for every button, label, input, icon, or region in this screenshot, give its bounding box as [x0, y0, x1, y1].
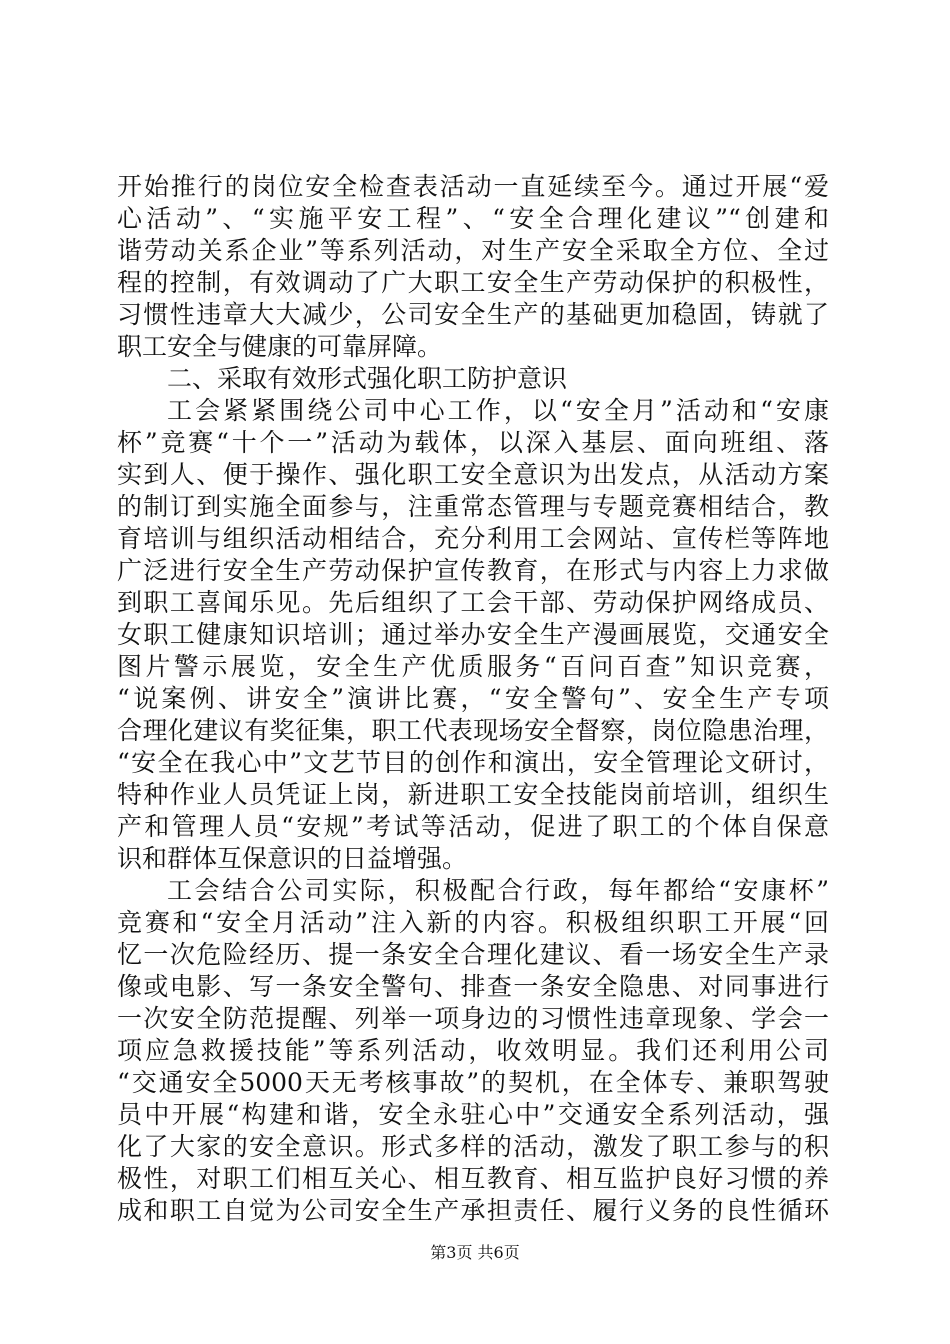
body-line: 成和职工自觉为公司安全生产承担责任、履行义务的良性循环	[117, 1196, 829, 1225]
body-line: 工会紧紧围绕公司中心工作，以“安全月”活动和“安康	[167, 396, 829, 425]
body-line: 员中开展“构建和谐，安全永驻心中”交通安全系列活动，强	[117, 1100, 829, 1129]
body-line: “说案例、讲安全”演讲比赛，“安全警句”、安全生产专项	[117, 684, 829, 713]
body-line: 育培训与组织活动相结合，充分利用工会网站、宣传栏等阵地	[117, 524, 829, 553]
body-text	[117, 171, 829, 1227]
body-line: 识和群体互保意识的日益增强。	[117, 844, 468, 873]
body-line: “交通安全5000天无考核事故”的契机，在全体专、兼职驾驶	[117, 1068, 829, 1097]
body-line: 竞赛和“安全月活动”注入新的内容。积极组织职工开展“回	[117, 908, 829, 937]
body-line: 特种作业人员凭证上岗，新进职工安全技能岗前培训，组织生	[117, 780, 829, 809]
page-footer: 第3页 共6页	[430, 1243, 520, 1262]
body-line: 产和管理人员“安规”考试等活动，促进了职工的个体自保意	[117, 812, 829, 841]
body-line: 心活动”、“实施平安工程”、“安全合理化建议”“创建和	[117, 204, 829, 233]
body-line: 工会结合公司实际，积极配合行政，每年都给“安康杯”	[167, 876, 829, 905]
body-line: 合理化建议有奖征集，职工代表现场安全督察，岗位隐患治理，	[117, 716, 829, 745]
body-line: 职工安全与健康的可靠屏障。	[117, 332, 443, 361]
body-line: 二、采取有效形式强化职工防护意识	[167, 364, 568, 393]
body-line: 实到人、便于操作、强化职工安全意识为出发点，从活动方案	[117, 460, 829, 489]
body-line: 女职工健康知识培训；通过举办安全生产漫画展览，交通安全	[117, 620, 829, 649]
body-line: 的制订到实施全面参与，注重常态管理与专题竞赛相结合，教	[117, 492, 829, 521]
body-line: 到职工喜闻乐见。先后组织了工会干部、劳动保护网络成员、	[117, 588, 829, 617]
body-line: 忆一次危险经历、提一条安全合理化建议、看一场安全生产录	[117, 940, 829, 969]
body-line: 图片警示展览，安全生产优质服务“百问百查”知识竞赛，	[117, 652, 829, 681]
body-line: 开始推行的岗位安全检查表活动一直延续至今。通过开展“爱	[117, 172, 829, 201]
body-line: 一次安全防范提醒、列举一项身边的习惯性违章现象、学会一	[117, 1004, 829, 1033]
body-line: 极性，对职工们相互关心、相互教育、相互监护良好习惯的养	[117, 1164, 829, 1193]
body-line: 化了大家的安全意识。形式多样的活动，激发了职工参与的积	[117, 1132, 829, 1161]
body-line: “安全在我心中”文艺节目的创作和演出，安全管理论文研讨，	[117, 748, 829, 777]
body-line: 谐劳动关系企业”等系列活动，对生产安全采取全方位、全过	[117, 236, 829, 265]
body-line: 程的控制，有效调动了广大职工安全生产劳动保护的积极性，	[117, 268, 829, 297]
body-line: 项应急救援技能”等系列活动，收效明显。我们还利用公司	[117, 1036, 829, 1065]
body-line: 像或电影、写一条安全警句、排查一条安全隐患、对同事进行	[117, 972, 829, 1001]
body-line: 习惯性违章大大减少，公司安全生产的基础更加稳固，铸就了	[117, 300, 829, 329]
body-line: 杯”竞赛“十个一”活动为载体，以深入基层、面向班组、落	[117, 428, 829, 457]
body-line: 广泛进行安全生产劳动保护宣传教育，在形式与内容上力求做	[117, 556, 829, 585]
